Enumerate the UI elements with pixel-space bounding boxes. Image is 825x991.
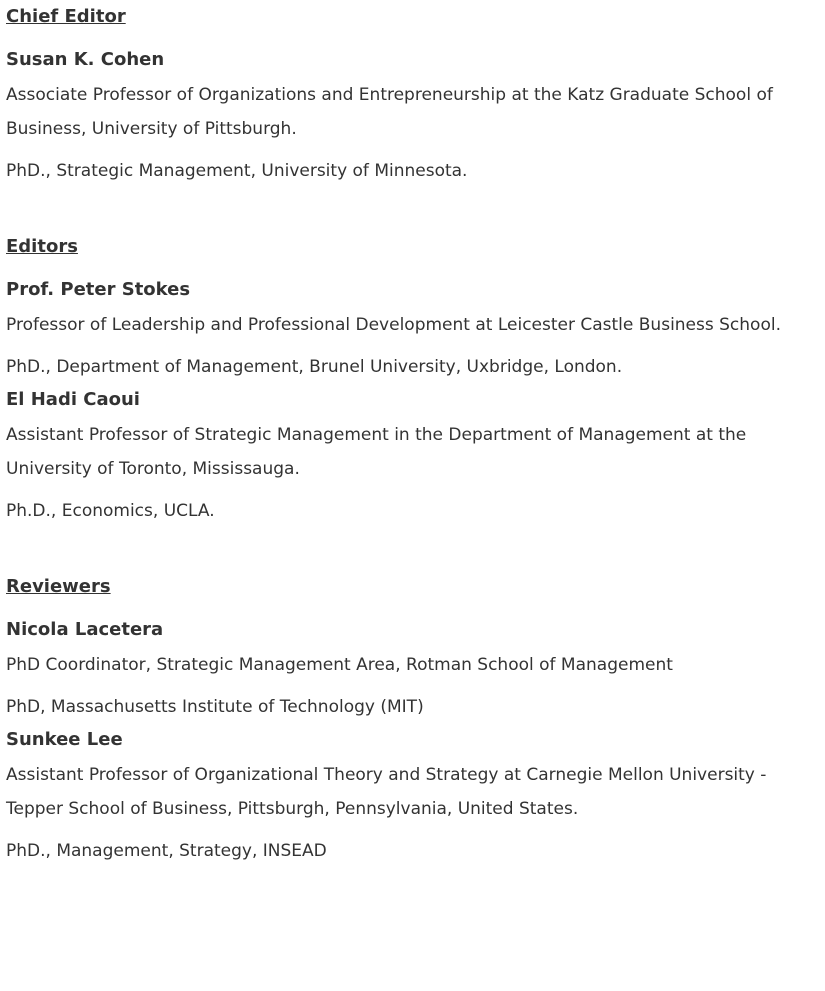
- person-name: Susan K. Cohen: [6, 49, 165, 70]
- person-position: Assistant Professor of Organizational Theory and Strategy at Carnegie Mellon University - Tepper School of Business, Pittsburgh, Pennsylvania, United States.: [6, 765, 767, 819]
- section-spacer: [6, 528, 818, 570]
- person-degree: PhD., Department of Management, Brunel University, Uxbridge, London.: [6, 357, 623, 377]
- person-degree: PhD., Strategic Management, University of Minnesota.: [6, 161, 468, 181]
- person-name: El Hadi Caoui: [6, 389, 140, 410]
- person-name: Sunkee Lee: [6, 729, 123, 750]
- section-editors: [6, 230, 818, 528]
- person-position: PhD Coordinator, Strategic Management Area, Rotman School of Management: [6, 655, 673, 675]
- person-entry: [6, 604, 818, 724]
- person-degree: PhD., Management, Strategy, INSEAD: [6, 841, 327, 861]
- person-degree: Ph.D., Economics, UCLA.: [6, 501, 215, 521]
- section-title: Editors: [6, 236, 78, 257]
- section-title: Reviewers: [6, 576, 111, 597]
- person-entry: [6, 724, 818, 868]
- person-degree: PhD, Massachusetts Institute of Technology (MIT): [6, 697, 424, 717]
- section-title: Chief Editor: [6, 6, 126, 27]
- person-entry: [6, 34, 818, 188]
- section-spacer: [6, 188, 818, 230]
- editorial-board: [6, 0, 818, 868]
- person-entry: [6, 264, 818, 384]
- person-name: Prof. Peter Stokes: [6, 279, 191, 300]
- person-name: Nicola Lacetera: [6, 619, 164, 640]
- person-position: Professor of Leadership and Professional Development at Leicester Castle Business School.: [6, 315, 781, 335]
- section-reviewers: [6, 570, 818, 868]
- section-chief-editor: [6, 0, 818, 188]
- person-position: Assistant Professor of Strategic Management in the Department of Management at the University of Toronto, Mississauga.: [6, 425, 747, 479]
- person-position: Associate Professor of Organizations and Entrepreneurship at the Katz Graduate School of Business, University of Pittsburgh.: [6, 85, 773, 139]
- person-entry: [6, 384, 818, 528]
